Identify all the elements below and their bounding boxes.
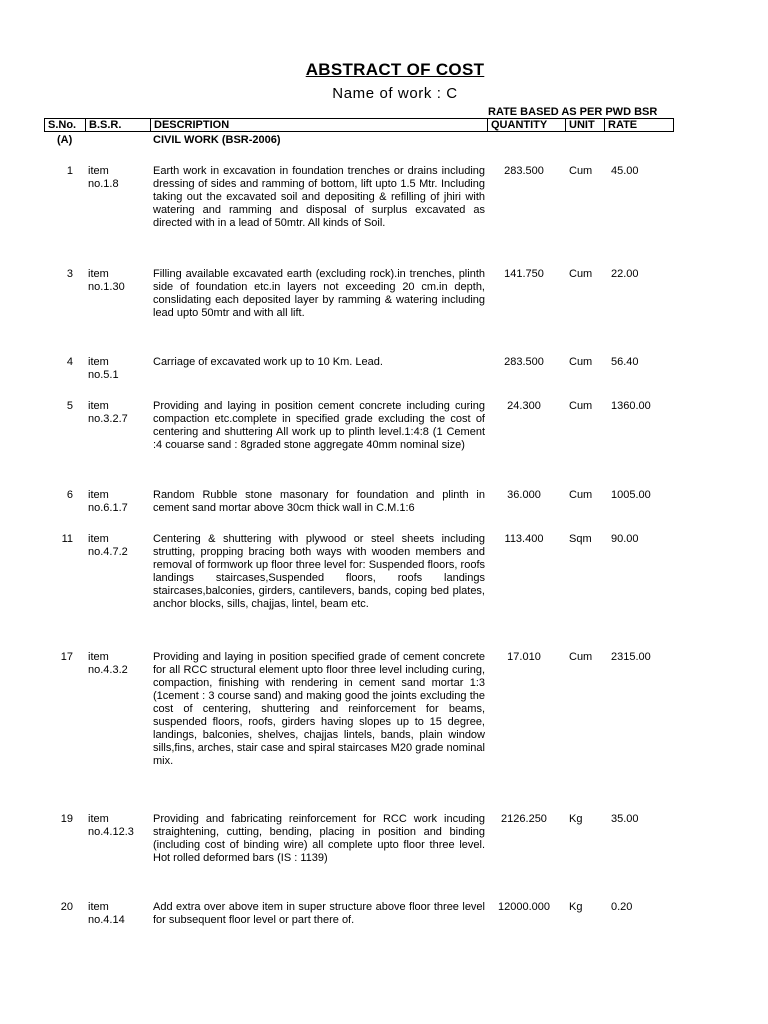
row-sno: 3 — [66, 268, 73, 280]
row-description: Add extra over above item in super structure above floor three level for subsequent floor level or part there of. — [153, 901, 485, 926]
row-bsr: item no.4.12.3 — [88, 813, 134, 838]
row-sno: 20 — [60, 901, 73, 913]
row-sno: 5 — [66, 400, 73, 412]
row-bsr: item no.4.3.2 — [88, 651, 128, 676]
row-unit: Kg — [569, 813, 583, 825]
row-unit: Cum — [569, 356, 593, 368]
row-description: Filling available excavated earth (excluding rock).in trenches, plinth side of foundation etc.in layers not exceeding 20 cm.in depth, conslidating each deposited layer by ramming & watering including lead upto 50mtr and with all lift. — [153, 268, 485, 319]
row-rate: 1360.00 — [611, 400, 651, 412]
header-sno: S.No. — [48, 119, 77, 131]
row-quantity: 24.300 — [507, 400, 541, 412]
row-description: Providing and laying in position specified grade of cement concrete for all RCC structural element upto floor three level including curing, compaction, finishing with rendering in cement sand mortar 1:3 (1cement : 3 course sand) and making good the joints excluding the cost of centering, shuttering and reinforcement for beams, suspended floors, roofs, girders having slopes up to 15 degree, landings, balconies, shelves, chajjas lintels, bands, plain window sills,fins, arches, stair case and spiral staircases M20 grade nominal mix. — [153, 651, 485, 767]
row-quantity: 17.010 — [507, 651, 541, 663]
row-sno: 17 — [60, 651, 73, 663]
row-unit: Cum — [569, 400, 593, 412]
row-bsr: item no.5.1 — [88, 356, 119, 381]
row-sno: 4 — [66, 356, 73, 368]
row-description: Providing and laying in position cement concrete including curing compaction etc.complete in specified grade excluding the cost of centering and shuttering All work up to plinth level.1:4:8 (1 Cement :4 couarse sand : 8graded stone aggregate 40mm nominal size) — [153, 400, 485, 451]
row-bsr: item no.4.14 — [88, 901, 125, 926]
row-quantity: 283.500 — [504, 356, 544, 368]
row-quantity: 36.000 — [507, 489, 541, 501]
row-rate: 22.00 — [611, 268, 639, 280]
section-label: (A) — [57, 134, 73, 146]
row-quantity: 113.400 — [504, 533, 544, 545]
row-bsr: item no.4.7.2 — [88, 533, 128, 558]
row-rate: 0.20 — [611, 901, 633, 913]
header-rate: RATE — [608, 119, 638, 131]
row-sno: 1 — [66, 165, 73, 177]
row-unit: Cum — [569, 268, 593, 280]
row-quantity: 283.500 — [504, 165, 544, 177]
row-description: Centering & shuttering with plywood or steel sheets including strutting, propping bracing both ways with wooden members and removal of formwork up floor three level for: Suspended floors, roofs landings staircases,Suspended floors, roofs landings staircases,balconies, girders, cantilevers, bands, coping bed plates, anchor blocks, sills, chajjas, lintel, beam etc. — [153, 533, 485, 610]
row-sno: 19 — [60, 813, 73, 825]
row-description: Earth work in excavation in foundation trenches or drains including dressing of sides and ramming of bottom, lift upto 1.5 Mtr. Including taking out the excavated soil and depositing & refilling of jhiri with watering and ramming and disposal of surplus excavated as directed with in a lead of 50mtr. All kinds of Soil. — [153, 165, 485, 229]
header-unit: UNIT — [569, 119, 595, 131]
section-title: CIVIL WORK (BSR-2006) — [153, 134, 281, 146]
row-sno: 6 — [66, 489, 73, 501]
page-title: ABSTRACT OF COST — [305, 60, 485, 79]
row-bsr: item no.6.1.7 — [88, 489, 128, 514]
row-rate: 1005.00 — [611, 489, 651, 501]
work-name: Name of work : C — [332, 85, 458, 102]
table-header — [44, 118, 674, 132]
row-unit: Cum — [569, 165, 593, 177]
row-description: Random Rubble stone masonary for foundation and plinth in cement sand mortar above 30cm thick wall in C.M.1:6 — [153, 489, 485, 514]
header-quantity: QUANTITY — [491, 119, 548, 131]
row-rate: 90.00 — [611, 533, 639, 545]
row-rate: 56.40 — [611, 356, 639, 368]
row-bsr: item no.3.2.7 — [88, 400, 128, 425]
row-unit: Cum — [569, 651, 593, 663]
row-unit: Cum — [569, 489, 593, 501]
row-unit: Sqm — [569, 533, 592, 545]
row-sno: 11 — [61, 533, 73, 545]
row-rate: 2315.00 — [611, 651, 651, 663]
row-bsr: item no.1.30 — [88, 268, 125, 293]
row-quantity: 12000.000 — [498, 901, 550, 913]
row-quantity: 141.750 — [504, 268, 544, 280]
row-description: Carriage of excavated work up to 10 Km. Lead. — [153, 356, 383, 368]
row-description: Providing and fabricating reinforcement for RCC work incuding straightening, cutting, bending, placing in position and binding (including cost of binding wire) all complete upto floor three level. Hot rolled deformed bars (IS : 1139) — [153, 813, 485, 864]
rate-basis-note: RATE BASED AS PER PWD BSR — [488, 106, 658, 118]
row-rate: 45.00 — [611, 165, 639, 177]
row-quantity: 2126.250 — [501, 813, 547, 825]
header-description: DESCRIPTION — [154, 119, 230, 131]
row-rate: 35.00 — [611, 813, 639, 825]
row-unit: Kg — [569, 901, 583, 913]
header-bsr: B.S.R. — [89, 119, 122, 131]
row-bsr: item no.1.8 — [88, 165, 119, 190]
